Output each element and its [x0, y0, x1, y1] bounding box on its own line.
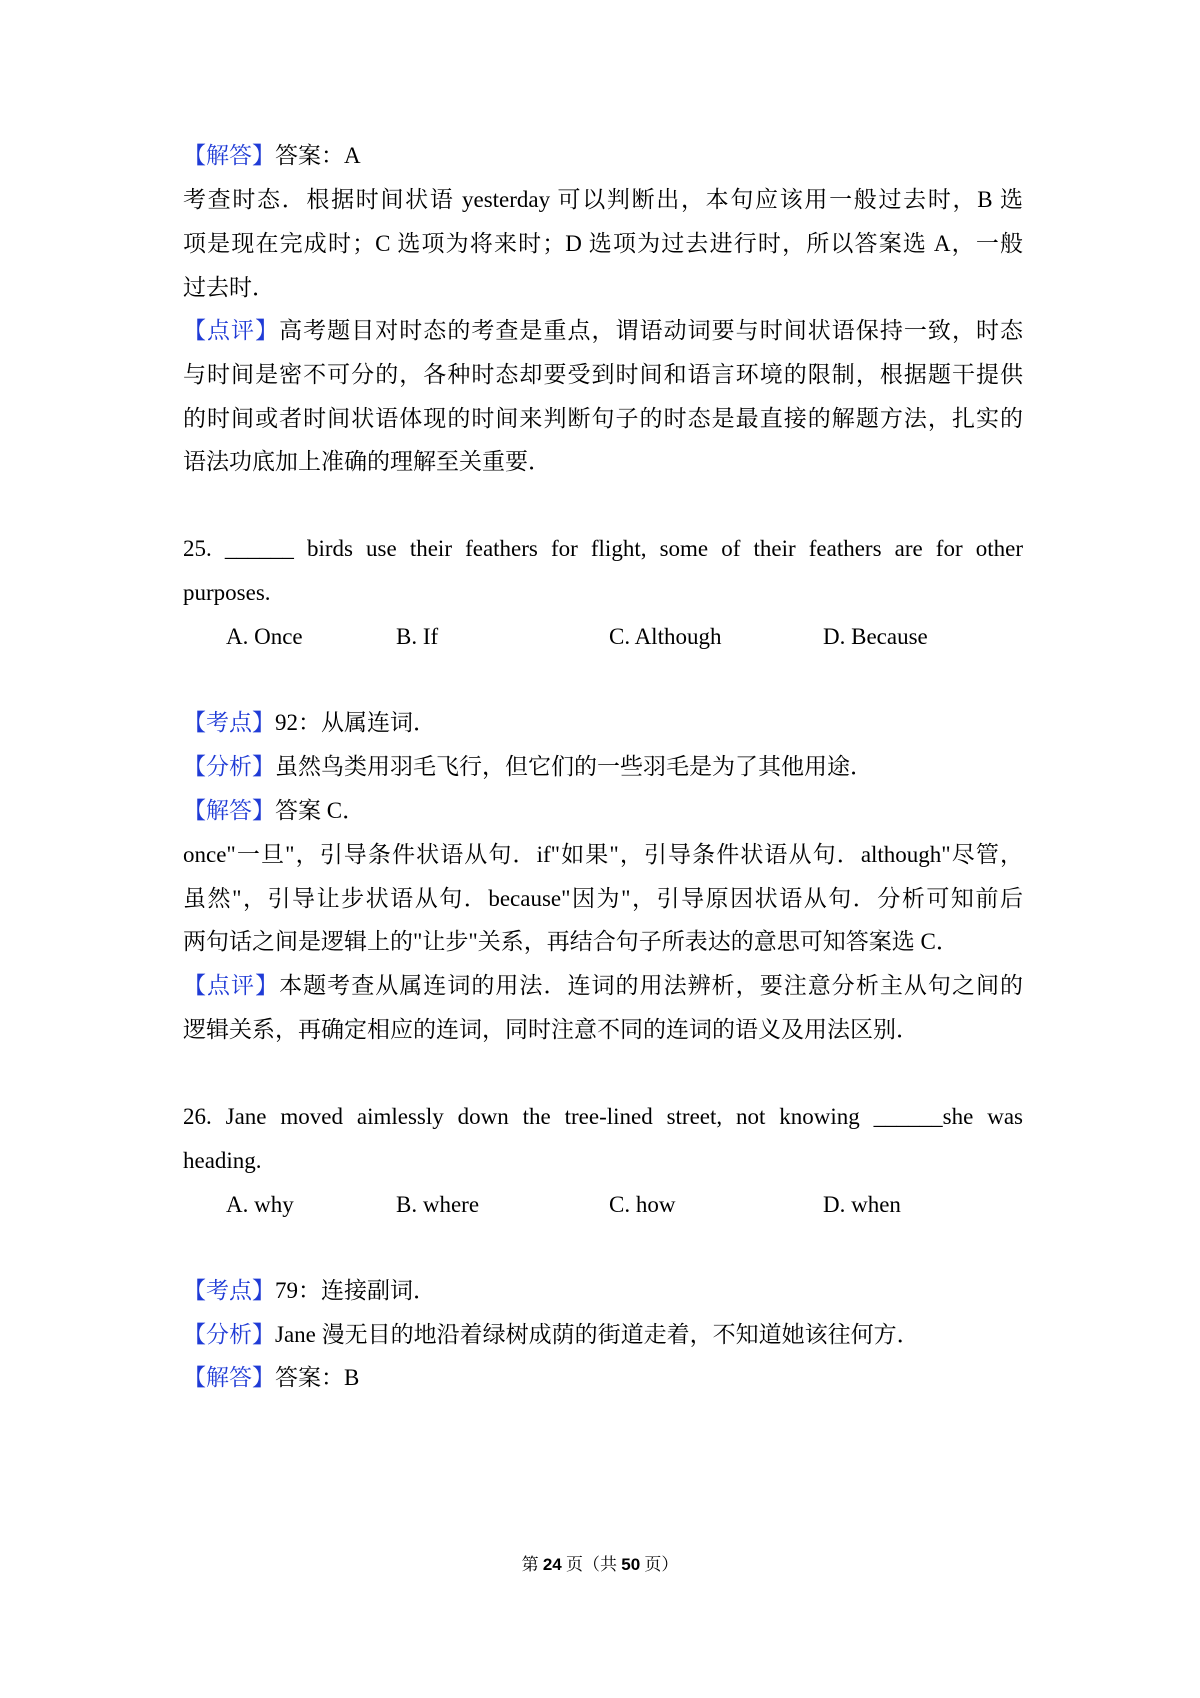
option-d: D. Because	[823, 624, 928, 649]
answer-line	[183, 141, 1023, 171]
comment-line	[183, 316, 1023, 346]
kaodian-tag: 【考点】	[183, 1278, 275, 1303]
comment-line: 逻辑关系，再确定相应的连词，同时注意不同的连词的语义及用法区别．	[183, 1017, 919, 1042]
question-25-stem: purposes.	[183, 580, 271, 605]
option-b: B. where	[396, 1192, 480, 1217]
jieda-line	[183, 796, 1023, 826]
comment-line: 语法功底加上准确的理解至关重要．	[183, 449, 551, 474]
jieda-tag: 【解答】	[183, 1365, 275, 1390]
explain-line: once"一旦"，引导条件状语从句．if"如果"，引导条件状语从句．although"尽管，	[183, 842, 1023, 867]
page-number: 24	[542, 1555, 562, 1574]
jieda-tag: 【解答】	[183, 798, 275, 823]
kaodian-tag: 【考点】	[183, 710, 275, 735]
explain-line: 项是现在完成时；C 选项为将来时；D 选项为过去进行时，所以答案选 A，一般	[183, 231, 1023, 256]
explain-line: 考查时态．根据时间状语 yesterday 可以判断出，本句应该用一般过去时，B 选	[183, 187, 1023, 212]
comment-tag: 【点评】	[183, 318, 280, 343]
explain-line: 虽然"，引导让步状语从句．because"因为"，引导原因状语从句．分析可知前后	[183, 886, 1023, 911]
option-b: B. If	[396, 624, 439, 649]
comment-line: 的时间或者时间状语体现的时间来判断句子的时态是最直接的解题方法，扎实的	[183, 406, 1023, 431]
footer-suffix: 页）	[640, 1555, 679, 1574]
comment-text: 高考题目对时态的考查是重点，谓语动词要与时间状语保持一致，时态	[279, 318, 1024, 343]
fenxi-text: Jane 漫无目的地沿着绿树成荫的街道走着，不知道她该往何方．	[275, 1322, 920, 1347]
comment-line: 与时间是密不可分的，各种时态却要受到时间和语言环境的限制，根据题干提供	[183, 362, 1023, 387]
option-c: C. how	[609, 1192, 676, 1217]
fenxi-text: 虽然鸟类用羽毛飞行，但它们的一些羽毛是为了其他用途．	[275, 754, 873, 779]
fenxi-line	[183, 752, 1023, 782]
option-c: C. Although	[609, 624, 722, 649]
footer-middle: 页（共	[561, 1555, 622, 1574]
option-a: A. Once	[226, 624, 303, 649]
explain-line: 两句话之间是逻辑上的"让步"关系，再结合句子所表达的意思可知答案选 C．	[183, 929, 959, 954]
kaodian-text: 92：从属连词．	[275, 710, 436, 735]
answer-tag: 【解答】	[183, 143, 275, 168]
comment-text: 本题考查从属连词的用法．连词的用法辨析，要注意分析主从句之间的	[279, 973, 1024, 998]
option-a: A. why	[226, 1192, 294, 1217]
option-d: D. when	[823, 1192, 901, 1217]
fenxi-tag: 【分析】	[183, 754, 275, 779]
page-footer	[0, 1553, 1200, 1577]
question-26-stem: 26. Jane moved aimlessly down the tree-lined street, not knowing ______she was	[183, 1104, 1023, 1129]
comment-line	[183, 971, 1023, 1001]
jieda-text: 答案 C．	[275, 798, 366, 823]
answer-text: 答案：A	[275, 143, 361, 168]
jieda-text: 答案：B	[275, 1365, 360, 1390]
fenxi-tag: 【分析】	[183, 1322, 275, 1347]
kaodian-line	[183, 1276, 1023, 1306]
comment-tag: 【点评】	[183, 973, 280, 998]
question-25-stem: 25. ______ birds use their feathers for flight, some of their feathers are for other	[183, 536, 1023, 561]
jieda-line	[183, 1363, 1023, 1393]
explain-line: 过去时．	[183, 275, 275, 300]
footer-prefix: 第	[521, 1555, 543, 1574]
kaodian-text: 79：连接副词．	[275, 1278, 436, 1303]
fenxi-line	[183, 1320, 1023, 1350]
page-total: 50	[621, 1555, 641, 1574]
kaodian-line	[183, 708, 1023, 738]
question-26-stem: heading.	[183, 1148, 262, 1173]
